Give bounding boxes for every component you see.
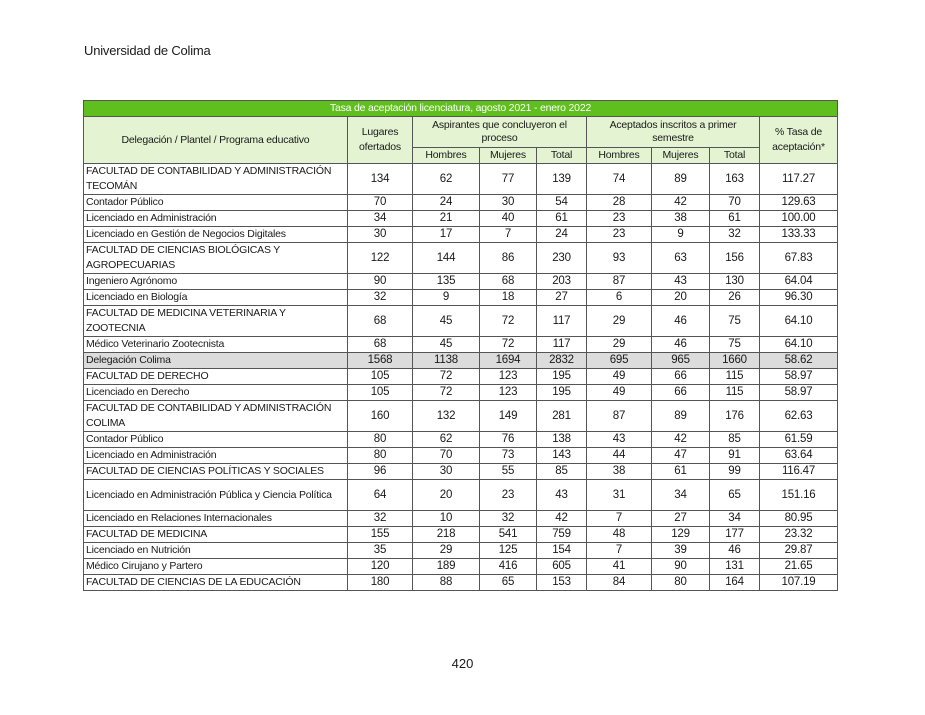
table-row [84, 164, 838, 195]
cell-applicants-men: 29 [413, 543, 480, 559]
cell-accepted-women: 129 [652, 527, 710, 543]
cell-accepted-total: 156 [710, 243, 760, 274]
cell-rate: 29.87 [760, 543, 838, 559]
cell-accepted-total: 176 [710, 401, 760, 432]
cell-accepted-men: 87 [587, 401, 652, 432]
table-row [84, 369, 838, 385]
cell-accepted-women: 46 [652, 337, 710, 353]
cell-applicants-men: 72 [413, 369, 480, 385]
table-row [84, 448, 838, 464]
header-applicants-total: Total [537, 148, 587, 164]
cell-applicants-total: 154 [537, 543, 587, 559]
cell-applicants-total: 138 [537, 432, 587, 448]
page-number: 420 [451, 656, 474, 671]
cell-accepted-total: 70 [710, 195, 760, 211]
cell-accepted-total: 65 [710, 480, 760, 511]
header-applicants: Aspirantes que concluyeron el proceso [413, 117, 587, 148]
row-name-cell: Licenciado en Gestión de Negocios Digitales [84, 227, 348, 243]
cell-applicants-men: 70 [413, 448, 480, 464]
cell-applicants-women: 76 [480, 432, 537, 448]
cell-places: 180 [348, 575, 413, 591]
table-row [84, 575, 838, 591]
cell-applicants-men: 45 [413, 306, 480, 337]
cell-places: 32 [348, 511, 413, 527]
cell-applicants-men: 72 [413, 385, 480, 401]
cell-accepted-women: 34 [652, 480, 710, 511]
cell-rate: 100.00 [760, 211, 838, 227]
cell-accepted-women: 63 [652, 243, 710, 274]
row-name-cell: Licenciado en Administración [84, 448, 348, 464]
cell-applicants-men: 20 [413, 480, 480, 511]
row-name-cell: FACULTAD DE CONTABILIDAD Y ADMINISTRACIÓN TECOMÁN [84, 164, 348, 195]
cell-accepted-women: 43 [652, 274, 710, 290]
cell-rate: 63.64 [760, 448, 838, 464]
acceptance-rate-table [83, 100, 838, 591]
row-name-cell: FACULTAD DE DERECHO [84, 369, 348, 385]
cell-accepted-total: 163 [710, 164, 760, 195]
cell-accepted-men: 38 [587, 464, 652, 480]
cell-applicants-men: 45 [413, 337, 480, 353]
cell-applicants-men: 189 [413, 559, 480, 575]
table-row [84, 480, 838, 511]
table-row [84, 290, 838, 306]
cell-accepted-total: 99 [710, 464, 760, 480]
cell-accepted-total: 46 [710, 543, 760, 559]
header-applicants-men: Hombres [413, 148, 480, 164]
cell-places: 68 [348, 337, 413, 353]
row-name-cell: Licenciado en Administración Pública y Ciencia Política [84, 480, 348, 511]
cell-applicants-men: 218 [413, 527, 480, 543]
row-name-cell: Médico Cirujano y Partero [84, 559, 348, 575]
cell-applicants-total: 605 [537, 559, 587, 575]
row-name-cell: Licenciado en Relaciones Internacionales [84, 511, 348, 527]
cell-accepted-men: 23 [587, 227, 652, 243]
header-program: Delegación / Plantel / Programa educativo [84, 117, 348, 164]
row-name-cell: FACULTAD DE CONTABILIDAD Y ADMINISTRACIÓN COLIMA [84, 401, 348, 432]
cell-accepted-men: 49 [587, 369, 652, 385]
cell-places: 68 [348, 306, 413, 337]
cell-applicants-men: 30 [413, 464, 480, 480]
cell-applicants-women: 149 [480, 401, 537, 432]
cell-applicants-men: 88 [413, 575, 480, 591]
header-accepted-women: Mujeres [652, 148, 710, 164]
cell-applicants-total: 43 [537, 480, 587, 511]
cell-applicants-total: 153 [537, 575, 587, 591]
cell-applicants-men: 21 [413, 211, 480, 227]
cell-accepted-men: 44 [587, 448, 652, 464]
cell-rate: 129.63 [760, 195, 838, 211]
cell-accepted-women: 965 [652, 353, 710, 369]
cell-places: 35 [348, 543, 413, 559]
cell-places: 105 [348, 369, 413, 385]
cell-places: 155 [348, 527, 413, 543]
cell-accepted-total: 130 [710, 274, 760, 290]
cell-applicants-women: 55 [480, 464, 537, 480]
cell-applicants-women: 40 [480, 211, 537, 227]
cell-accepted-women: 46 [652, 306, 710, 337]
cell-places: 120 [348, 559, 413, 575]
cell-accepted-women: 90 [652, 559, 710, 575]
cell-applicants-total: 54 [537, 195, 587, 211]
cell-applicants-total: 42 [537, 511, 587, 527]
cell-accepted-women: 89 [652, 164, 710, 195]
cell-rate: 67.83 [760, 243, 838, 274]
cell-accepted-women: 9 [652, 227, 710, 243]
cell-applicants-total: 24 [537, 227, 587, 243]
cell-rate: 116.47 [760, 464, 838, 480]
row-name-cell: Médico Veterinario Zootecnista [84, 337, 348, 353]
cell-applicants-men: 62 [413, 432, 480, 448]
cell-applicants-women: 23 [480, 480, 537, 511]
cell-accepted-women: 42 [652, 195, 710, 211]
row-name-cell: Licenciado en Administración [84, 211, 348, 227]
cell-places: 30 [348, 227, 413, 243]
table-row [84, 337, 838, 353]
cell-rate: 80.95 [760, 511, 838, 527]
cell-accepted-men: 93 [587, 243, 652, 274]
cell-applicants-total: 281 [537, 401, 587, 432]
cell-accepted-total: 34 [710, 511, 760, 527]
cell-accepted-women: 42 [652, 432, 710, 448]
cell-accepted-total: 115 [710, 385, 760, 401]
cell-rate: 58.62 [760, 353, 838, 369]
table-row [84, 385, 838, 401]
table-row [84, 543, 838, 559]
cell-accepted-men: 29 [587, 306, 652, 337]
cell-places: 105 [348, 385, 413, 401]
header-accepted: Aceptados inscritos a primer semestre [587, 117, 760, 148]
cell-accepted-men: 7 [587, 543, 652, 559]
cell-applicants-women: 77 [480, 164, 537, 195]
cell-places: 122 [348, 243, 413, 274]
cell-applicants-men: 144 [413, 243, 480, 274]
cell-applicants-men: 135 [413, 274, 480, 290]
cell-applicants-women: 125 [480, 543, 537, 559]
cell-accepted-women: 61 [652, 464, 710, 480]
table-row [84, 227, 838, 243]
table-row [84, 527, 838, 543]
table-row [84, 243, 838, 274]
cell-applicants-total: 117 [537, 306, 587, 337]
cell-rate: 117.27 [760, 164, 838, 195]
table-row [84, 195, 838, 211]
cell-places: 80 [348, 432, 413, 448]
table-row [84, 559, 838, 575]
cell-applicants-women: 123 [480, 385, 537, 401]
cell-accepted-total: 75 [710, 306, 760, 337]
cell-applicants-men: 17 [413, 227, 480, 243]
cell-places: 32 [348, 290, 413, 306]
cell-rate: 96.30 [760, 290, 838, 306]
row-name-cell: FACULTAD DE CIENCIAS BIOLÓGICAS Y AGROPECUARIAS [84, 243, 348, 274]
cell-rate: 133.33 [760, 227, 838, 243]
cell-accepted-women: 38 [652, 211, 710, 227]
cell-accepted-total: 115 [710, 369, 760, 385]
header-places: Lugares ofertados [348, 117, 413, 164]
cell-applicants-women: 30 [480, 195, 537, 211]
cell-places: 1568 [348, 353, 413, 369]
cell-applicants-men: 9 [413, 290, 480, 306]
cell-applicants-total: 27 [537, 290, 587, 306]
cell-accepted-women: 27 [652, 511, 710, 527]
cell-applicants-total: 117 [537, 337, 587, 353]
cell-places: 80 [348, 448, 413, 464]
cell-accepted-total: 177 [710, 527, 760, 543]
table-row [84, 401, 838, 432]
table-row [84, 274, 838, 290]
cell-applicants-women: 416 [480, 559, 537, 575]
cell-applicants-men: 62 [413, 164, 480, 195]
cell-accepted-women: 89 [652, 401, 710, 432]
cell-rate: 58.97 [760, 369, 838, 385]
table-row [84, 353, 838, 369]
cell-accepted-men: 41 [587, 559, 652, 575]
cell-accepted-total: 164 [710, 575, 760, 591]
row-name-cell: Contador Público [84, 432, 348, 448]
header-applicants-women: Mujeres [480, 148, 537, 164]
cell-places: 134 [348, 164, 413, 195]
row-name-cell: Contador Público [84, 195, 348, 211]
cell-accepted-men: 48 [587, 527, 652, 543]
cell-accepted-total: 131 [710, 559, 760, 575]
cell-applicants-men: 10 [413, 511, 480, 527]
table-row [84, 306, 838, 337]
header-rate: % Tasa de aceptación* [760, 117, 838, 164]
cell-places: 160 [348, 401, 413, 432]
cell-rate: 151.16 [760, 480, 838, 511]
row-name-cell: FACULTAD DE CIENCIAS DE LA EDUCACIÓN [84, 575, 348, 591]
table-row [84, 511, 838, 527]
cell-applicants-total: 203 [537, 274, 587, 290]
cell-accepted-men: 87 [587, 274, 652, 290]
cell-accepted-men: 49 [587, 385, 652, 401]
cell-accepted-total: 61 [710, 211, 760, 227]
cell-applicants-total: 230 [537, 243, 587, 274]
table-row [84, 464, 838, 480]
cell-applicants-men: 1138 [413, 353, 480, 369]
cell-accepted-women: 47 [652, 448, 710, 464]
cell-applicants-men: 24 [413, 195, 480, 211]
cell-applicants-total: 195 [537, 369, 587, 385]
cell-accepted-total: 85 [710, 432, 760, 448]
cell-accepted-total: 75 [710, 337, 760, 353]
cell-accepted-women: 20 [652, 290, 710, 306]
row-name-cell: FACULTAD DE CIENCIAS POLÍTICAS Y SOCIALES [84, 464, 348, 480]
cell-accepted-men: 23 [587, 211, 652, 227]
cell-applicants-women: 32 [480, 511, 537, 527]
cell-applicants-men: 132 [413, 401, 480, 432]
row-name-cell: Ingeniero Agrónomo [84, 274, 348, 290]
cell-places: 96 [348, 464, 413, 480]
cell-applicants-women: 86 [480, 243, 537, 274]
cell-applicants-total: 143 [537, 448, 587, 464]
cell-places: 64 [348, 480, 413, 511]
cell-rate: 21.65 [760, 559, 838, 575]
cell-applicants-women: 18 [480, 290, 537, 306]
cell-rate: 107.19 [760, 575, 838, 591]
cell-rate: 62.63 [760, 401, 838, 432]
page-header: Universidad de Colima [84, 43, 211, 58]
cell-accepted-men: 7 [587, 511, 652, 527]
row-name-cell: FACULTAD DE MEDICINA [84, 527, 348, 543]
cell-accepted-total: 26 [710, 290, 760, 306]
row-name-cell: FACULTAD DE MEDICINA VETERINARIA Y ZOOTECNIA [84, 306, 348, 337]
header-accepted-men: Hombres [587, 148, 652, 164]
cell-accepted-men: 28 [587, 195, 652, 211]
cell-accepted-women: 66 [652, 369, 710, 385]
cell-accepted-women: 39 [652, 543, 710, 559]
table-body [84, 164, 838, 591]
cell-applicants-total: 139 [537, 164, 587, 195]
cell-applicants-total: 195 [537, 385, 587, 401]
cell-applicants-women: 68 [480, 274, 537, 290]
cell-accepted-men: 695 [587, 353, 652, 369]
cell-accepted-men: 31 [587, 480, 652, 511]
cell-places: 70 [348, 195, 413, 211]
cell-accepted-women: 80 [652, 575, 710, 591]
row-name-cell: Licenciado en Derecho [84, 385, 348, 401]
cell-rate: 64.10 [760, 306, 838, 337]
cell-applicants-total: 61 [537, 211, 587, 227]
header-accepted-total: Total [710, 148, 760, 164]
table-row [84, 211, 838, 227]
cell-applicants-women: 1694 [480, 353, 537, 369]
cell-rate: 23.32 [760, 527, 838, 543]
table-title: Tasa de aceptación licenciatura, agosto 2021 - enero 2022 [84, 101, 838, 117]
cell-applicants-women: 72 [480, 337, 537, 353]
table-row [84, 432, 838, 448]
cell-accepted-total: 91 [710, 448, 760, 464]
cell-accepted-women: 66 [652, 385, 710, 401]
cell-applicants-women: 7 [480, 227, 537, 243]
cell-accepted-men: 29 [587, 337, 652, 353]
cell-rate: 61.59 [760, 432, 838, 448]
cell-accepted-men: 74 [587, 164, 652, 195]
cell-accepted-total: 1660 [710, 353, 760, 369]
cell-applicants-total: 2832 [537, 353, 587, 369]
row-name-cell: Licenciado en Biología [84, 290, 348, 306]
cell-applicants-women: 541 [480, 527, 537, 543]
cell-accepted-men: 84 [587, 575, 652, 591]
cell-applicants-women: 73 [480, 448, 537, 464]
row-name-cell: Licenciado en Nutrición [84, 543, 348, 559]
cell-places: 90 [348, 274, 413, 290]
cell-applicants-total: 759 [537, 527, 587, 543]
cell-applicants-women: 65 [480, 575, 537, 591]
cell-applicants-women: 123 [480, 369, 537, 385]
cell-rate: 58.97 [760, 385, 838, 401]
cell-rate: 64.04 [760, 274, 838, 290]
cell-applicants-women: 72 [480, 306, 537, 337]
cell-rate: 64.10 [760, 337, 838, 353]
row-name-cell: Delegación Colima [84, 353, 348, 369]
cell-places: 34 [348, 211, 413, 227]
cell-applicants-total: 85 [537, 464, 587, 480]
cell-accepted-total: 32 [710, 227, 760, 243]
cell-accepted-men: 6 [587, 290, 652, 306]
cell-accepted-men: 43 [587, 432, 652, 448]
